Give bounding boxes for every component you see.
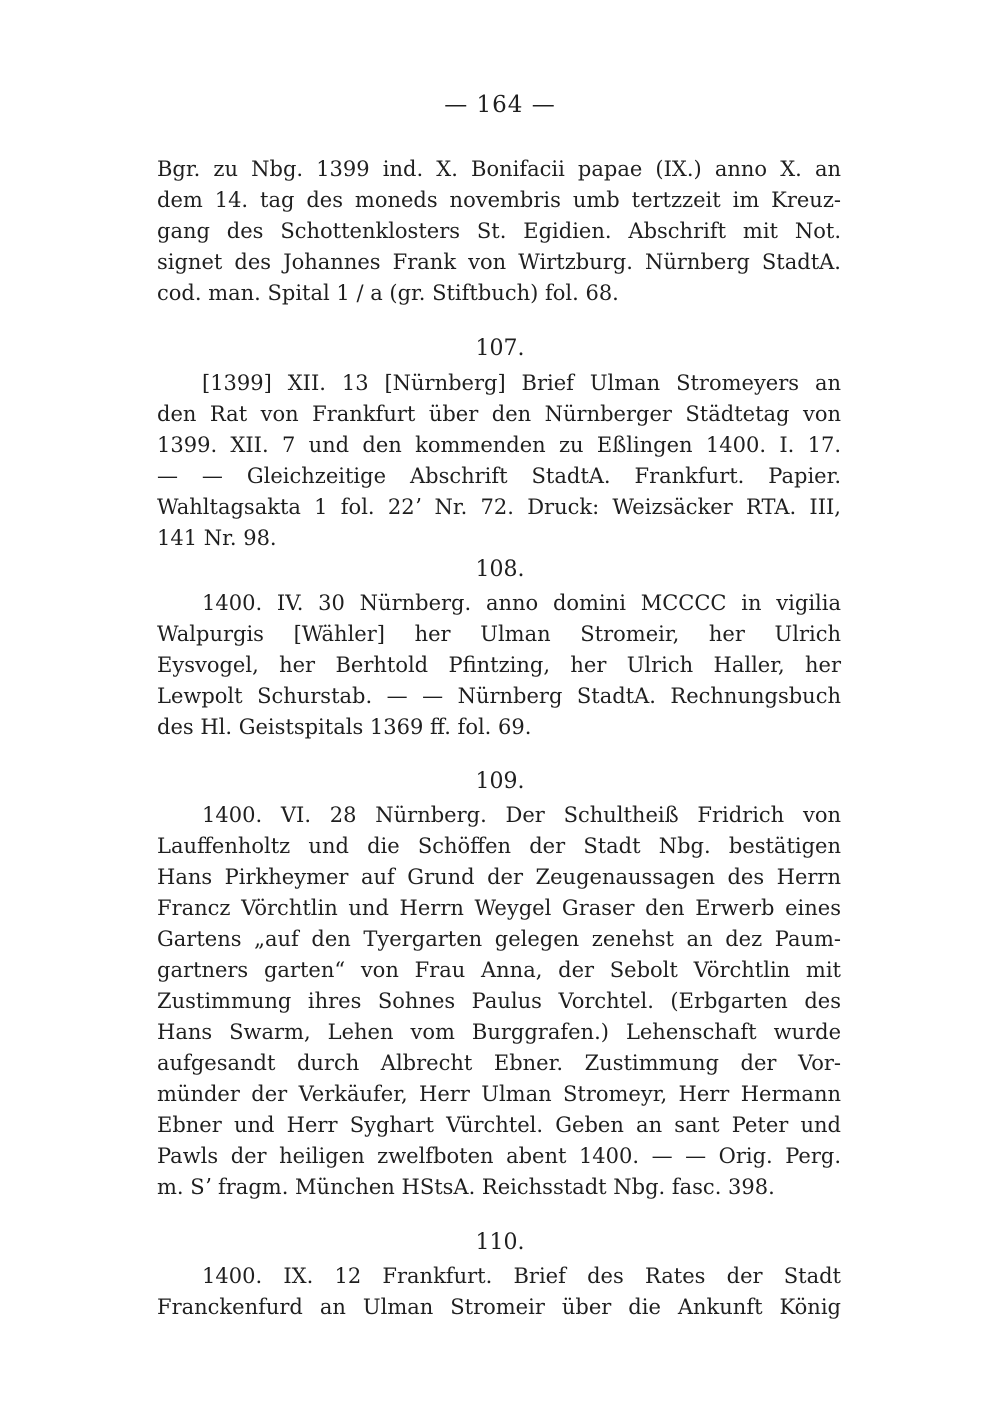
- text-line: signet des Johannes Frank von Wirtzburg. Nürnberg StadtA.: [157, 250, 841, 274]
- text-line: Bgr. zu Nbg. 1399 ind. X. Bonifacii papae (IX.) anno X. an: [157, 157, 841, 181]
- text-line: Walpurgis [Wähler] her Ulman Stromeir, her Ulrich: [157, 622, 841, 646]
- text-line: Franckenfurd an Ulman Stromeir über die Ankunft König: [157, 1295, 841, 1319]
- text-line: 141 Nr. 98.: [157, 526, 277, 550]
- text-line: [1399] XII. 13 [Nürnberg] Brief Ulman Stromeyers an: [202, 371, 841, 395]
- text-line: Eysvogel, her Berhtold Pfintzing, her Ulrich Haller, her: [157, 653, 841, 677]
- entry-paragraph: [157, 800, 841, 1203]
- entry-number: 107.: [475, 336, 525, 361]
- text-line: Hans Pirkheymer auf Grund der Zeugenaussagen des Herrn: [157, 865, 841, 889]
- text-line: 1400. IX. 12 Frankfurt. Brief des Rates der Stadt: [202, 1264, 841, 1288]
- text-line: Francz Vörchtlin und Herrn Weygel Graser den Erwerb eines: [157, 896, 841, 920]
- text-line: 1399. XII. 7 und den kommenden zu Eßlingen 1400. I. 17.: [157, 433, 841, 457]
- text-line: des Hl. Geistspitals 1369 ff. fol. 69.: [157, 715, 532, 739]
- text-line: Hans Swarm, Lehen vom Burggrafen.) Lehenschaft wurde: [157, 1020, 841, 1044]
- text-line: cod. man. Spital 1 / a (gr. Stiftbuch) fol. 68.: [157, 281, 619, 305]
- entry-paragraph: [157, 368, 841, 554]
- entry-paragraph: [157, 588, 841, 743]
- text-line: aufgesandt durch Albrecht Ebner. Zustimmung der Vor-: [157, 1051, 841, 1075]
- entry-number: 110.: [475, 1230, 525, 1255]
- text-line: m. Sʼ fragm. München HStsA. Reichsstadt Nbg. fasc. 398.: [157, 1175, 775, 1199]
- entry-number: 108.: [475, 557, 525, 582]
- text-line: Wahltagsakta 1 fol. 22ʼ Nr. 72. Druck: Weizsäcker RTA. III,: [157, 495, 841, 519]
- entry-paragraph: [157, 1261, 841, 1323]
- text-line: Pawls der heiligen zwelfboten abent 1400. — — Orig. Perg.: [157, 1144, 841, 1168]
- text-line: gang des Schottenklosters St. Egidien. Abschrift mit Not.: [157, 219, 841, 243]
- entry-number: 109.: [475, 769, 525, 794]
- continuation-paragraph: [157, 154, 841, 309]
- text-line: Lauffenholtz und die Schöffen der Stadt Nbg. bestätigen: [157, 834, 841, 858]
- text-line: Gartens „auf den Tyergarten gelegen zenehst an dez Paum-: [157, 927, 841, 951]
- text-line: Zustimmung ihres Sohnes Paulus Vorchtel. (Erbgarten des: [157, 989, 841, 1013]
- text-line: — — Gleichzeitige Abschrift StadtA. Frankfurt. Papier.: [157, 464, 841, 488]
- text-line: den Rat von Frankfurt über den Nürnberger Städtetag von: [157, 402, 841, 426]
- text-line: Ebner und Herr Syghart Vürchtel. Geben an sant Peter und: [157, 1113, 841, 1137]
- text-line: Lewpolt Schurstab. — — Nürnberg StadtA. Rechnungsbuch: [157, 684, 841, 708]
- page-number: — 164 —: [444, 92, 556, 118]
- text-line: dem 14. tag des moneds novembris umb tertzzeit im Kreuz-: [157, 188, 841, 212]
- text-line: gartners garten“ von Frau Anna, der Sebolt Vörchtlin mit: [157, 958, 841, 982]
- text-line: münder der Verkäufer, Herr Ulman Stromeyr, Herr Hermann: [157, 1082, 841, 1106]
- text-line: 1400. VI. 28 Nürnberg. Der Schultheiß Fridrich von: [202, 803, 841, 827]
- text-line: 1400. IV. 30 Nürnberg. anno domini MCCCC in vigilia: [202, 591, 841, 615]
